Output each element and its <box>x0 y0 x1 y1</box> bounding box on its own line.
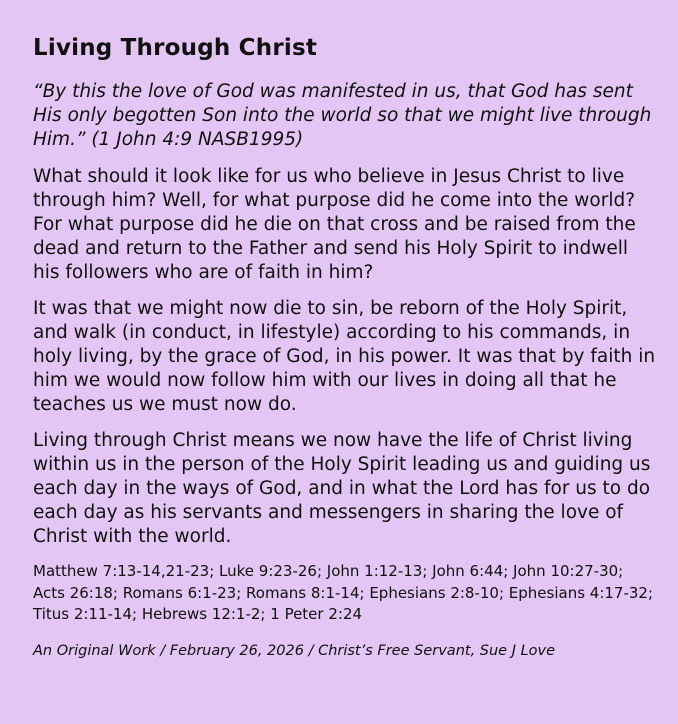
page-title: Living Through Christ <box>33 35 318 61</box>
scripture-quote: “By this the love of God was manifested in us, that God has sent His only begotten Son into the world so that we might live through Him.” (1 John 4:9 NASB1995) <box>33 81 652 150</box>
paragraph-2: It was that we might now die to sin, be reborn of the Holy Spirit, and walk (in conduct, in lifestyle) according to his commands, in holy living, by the grace of God, in his power. It was that by faith in him we would now follow him with our lives in doing all that he teaches us we must now do. <box>33 298 656 415</box>
paragraph-1: What should it look like for us who believe in Jesus Christ to live through him? Well, for what purpose did he come into the world? For what purpose did he die on that cross and be raised from the dead and return to the Father and send his Holy Spirit to indwell his followers who are of faith in him? <box>33 166 636 283</box>
scripture-references: Matthew 7:13-14,21-23; Luke 9:23-26; John 1:12-13; John 6:44; John 10:27-30; Acts 26:18; Romans 6:1-23; Romans 8:1-14; Ephesians 2:8-10; Ephesians 4:17-32; Titus 2:11-14; Hebrews 12:1-2; 1 Peter 2:24 <box>33 562 654 623</box>
author-credit: An Original Work / February 26, 2026 / Christ’s Free Servant, Sue J Love <box>33 642 556 659</box>
paragraph-3: Living through Christ means we now have the life of Christ living within us in the person of the Holy Spirit leading us and guiding us each day in the ways of God, and in what the Lord has for us to do each day as his servants and messengers in sharing the love of Christ with the world. <box>33 430 651 547</box>
